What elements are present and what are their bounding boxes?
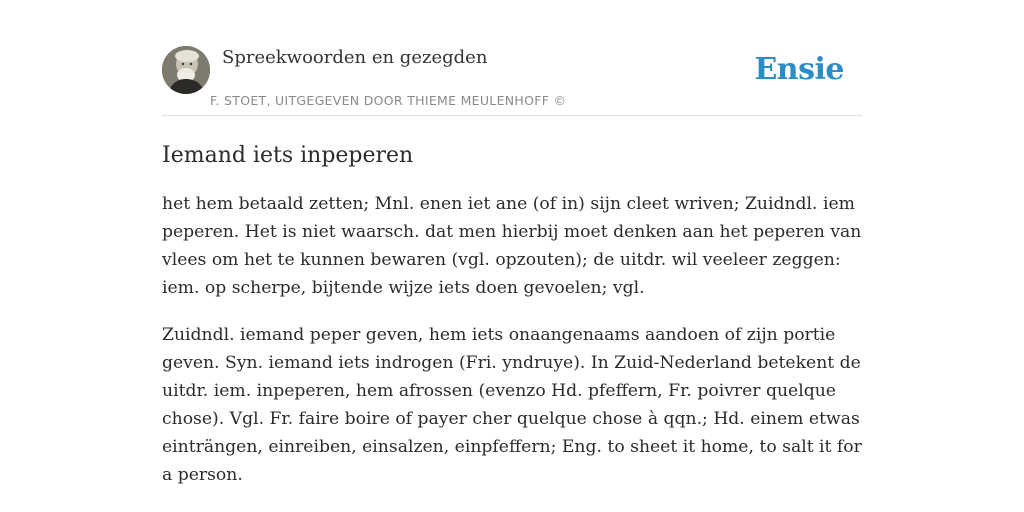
entry-card bbox=[162, 46, 862, 489]
ensie-logo[interactable]: Ensie bbox=[754, 52, 844, 87]
source-title[interactable]: Spreekwoorden en gezegden bbox=[222, 47, 488, 68]
source-header bbox=[162, 46, 862, 116]
source-publisher: F. STOET, UITGEGEVEN DOOR THIEME MEULENHOFF © bbox=[210, 93, 567, 108]
entry-paragraph-2: Zuidndl. iemand peper geven, hem iets onaangenaams aandoen of zijn portie geven. Syn. iemand iets indrogen (Fri. yndruye). In Zuid-Nederland betekent de uitdr. iem. inpeperen, hem afrossen (evenzo Hd. pfeffern, Fr. poivrer quelque chose). Vgl. Fr. faire boire of payer cher quelque chose à qqn.; Hd. einem etwas einträngen, einreiben, einsalzen, einpfeffern; Eng. to sheet it home, to salt it for a person. bbox=[162, 325, 862, 485]
author-avatar[interactable] bbox=[162, 46, 210, 94]
portrait-icon bbox=[162, 46, 210, 94]
entry-title: Iemand iets inpeperen bbox=[162, 143, 414, 168]
entry-paragraph-1: het hem betaald zetten; Mnl. enen iet ane (of in) sijn cleet wriven; Zuidndl. iem peperen. Het is niet waarsch. dat men hierbij moet denken aan het peperen van vlees om het te kunnen bewaren (vgl. opzouten); de uitdr. wil veeleer zeggen: iem. op scherpe, bijtende wijze iets doen gevoelen; vgl. bbox=[162, 194, 862, 298]
